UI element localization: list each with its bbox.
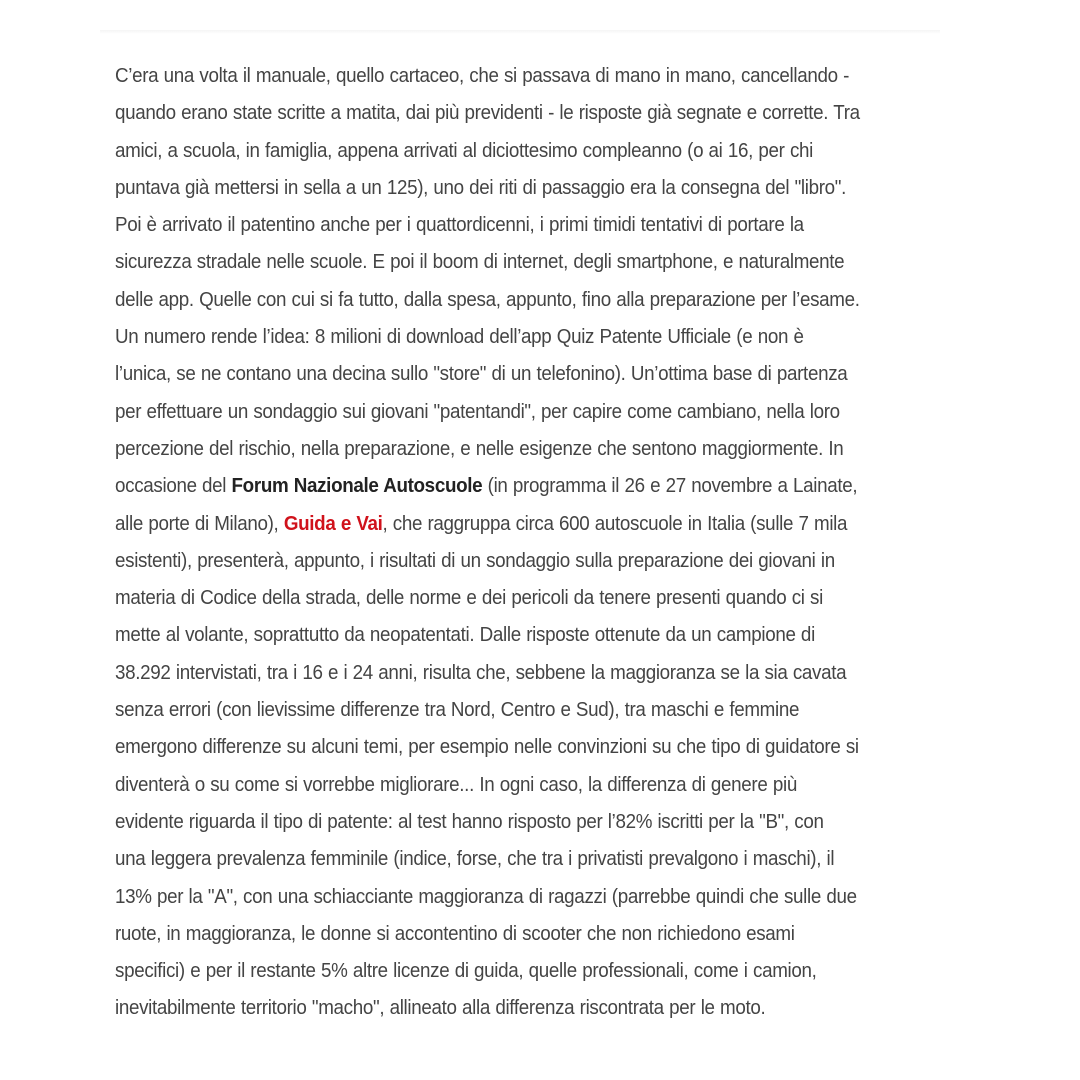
text-run: (in programma il 26 e 27 novembre a Lainate,	[482, 475, 858, 498]
paragraph-line: C’era una volta il manuale, quello cartaceo, che si passava di mano in mano, cancellando -	[115, 65, 850, 87]
paragraph-line: materia di Codice della strada, delle norme e dei pericoli da tenere presenti quando ci si	[115, 587, 823, 610]
paragraph-line: ruote, in maggioranza, le donne si accontentino di scooter che non richiedono esami	[115, 922, 795, 945]
paragraph-line: esistenti), presenterà, appunto, i risultati di un sondaggio sulla preparazione dei giovani in	[115, 549, 835, 572]
paragraph-line: evidente riguarda il tipo di patente: al test hanno risposto per l’82% iscritti per la "B", con	[115, 810, 824, 833]
paragraph-line: Poi è arrivato il patentino anche per i quattordicenni, i primi timidi tentativi di portare la	[115, 214, 804, 237]
guida-e-vai-link[interactable]: Guida e Vai	[283, 512, 383, 535]
paragraph-line: delle app. Quelle con cui si fa tutto, dalla spesa, appunto, fino alla preparazione per l’esame.	[115, 288, 860, 311]
paragraph-line: percezione del rischio, nella preparazione, e nelle esigenze che sentono maggiormente. In	[115, 437, 844, 460]
text-run: occasione del	[115, 475, 232, 498]
paragraph-line: quando erano state scritte a matita, dai più previdenti - le risposte già segnate e corrette. Tra	[115, 102, 860, 125]
paragraph-line: amici, a scuola, in famiglia, appena arrivati al diciottesimo compleanno (o ai 16, per chi	[115, 139, 814, 162]
paragraph-line: 13% per la "A", con una schiacciante maggioranza di ragazzi (parrebbe quindi che sulle due	[115, 885, 857, 908]
paragraph-line: sicurezza stradale nelle scuole. E poi il boom di internet, degli smartphone, e naturalmente	[115, 251, 845, 274]
forum-name-bold: Forum Nazionale Autoscuole	[231, 475, 483, 498]
paragraph-line: per effettuare un sondaggio sui giovani "patentandi", per capire come cambiano, nella loro	[115, 400, 840, 423]
paragraph-line	[115, 468, 935, 505]
paragraph-line: l’unica, se ne contano una decina sullo "store" di un telefonino). Un’ottima base di partenza	[115, 363, 848, 386]
paragraph-line: senza errori (con lievissime differenze tra Nord, Centro e Sud), tra maschi e femmine	[115, 699, 800, 722]
paragraph-line: specifici) e per il restante 5% altre licenze di guida, quelle professionali, come i camion,	[115, 960, 817, 983]
text-run: , che raggruppa circa 600 autoscuole in Italia (sulle 7 mila	[382, 512, 848, 535]
paragraph-line: emergono differenze su alcuni temi, per esempio nelle convinzioni su che tipo di guidatore si	[115, 736, 859, 759]
paragraph-line: una leggera prevalenza femminile (indice, forse, che tra i privatisti prevalgono i maschi), il	[115, 848, 835, 871]
paragraph-line: mette al volante, soprattutto da neopatentati. Dalle risposte ottenute da un campione di	[115, 624, 815, 647]
paragraph-line: puntava già mettersi in sella a un 125), uno dei riti di passaggio era la consegna del "libro".	[115, 176, 847, 199]
article-body	[115, 58, 935, 1028]
paragraph-line: 38.292 intervistati, tra i 16 e i 24 anni, risulta che, sebbene la maggioranza se la sia cavata	[115, 661, 847, 684]
top-divider	[100, 30, 940, 34]
paragraph-line: inevitabilmente territorio "macho", allineato alla differenza riscontrata per le moto.	[115, 997, 766, 1020]
text-run: alle porte di Milano),	[115, 512, 284, 535]
paragraph-line	[115, 506, 935, 543]
paragraph-line: Un numero rende l’idea: 8 milioni di download dell’app Quiz Patente Ufficiale (e non è	[115, 326, 804, 349]
paragraph-line: diventerà o su come si vorrebbe migliorare... In ogni caso, la differenza di genere più	[115, 773, 797, 796]
